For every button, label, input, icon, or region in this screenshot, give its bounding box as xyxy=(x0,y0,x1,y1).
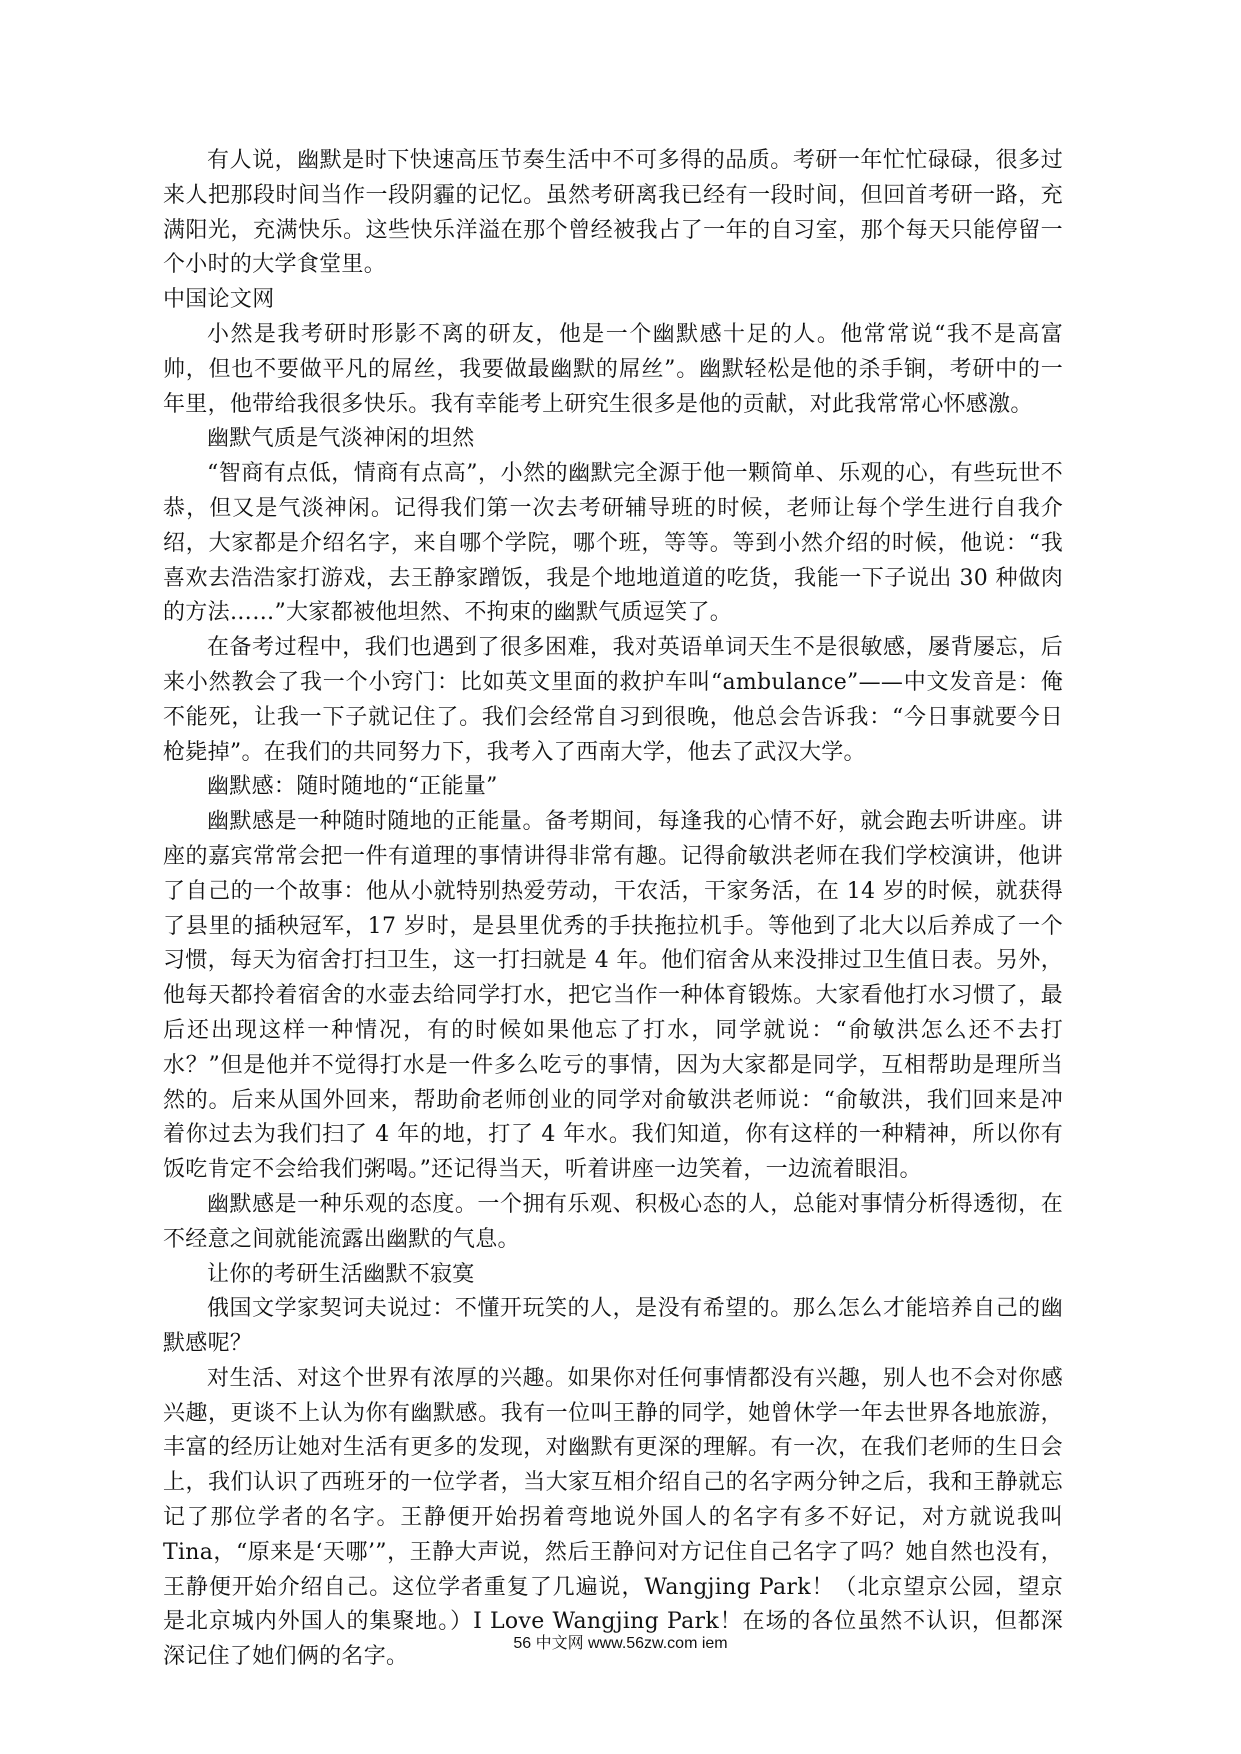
paragraph: 对生活、对这个世界有浓厚的兴趣。如果你对任何事情都没有兴趣，别人也不会对你感兴趣，更谈不上认为你有幽默感。我有一位叫王静的同学，她曾休学一年去世界各地旅游，丰富的经历让她对生活有更多的发现，对幽默有更深的理解。有一次，在我们老师的生日会上，我们认识了西班牙的一位学者，当大家互相介绍自己的名字两分钟之后，我和王静就忘记了那位学者的名字。王静便开始拐着弯地说外国人的名字有多不好记，对方就说我叫 Tina，“原来是‘天哪’”，王静大声说，然后王静问对方记住自己名字了吗？她自然也没有，王静便开始介绍自己。这位学者重复了几遍说，Wangjing Park！（北京望京公园，望京是北京城内外国人的集聚地。）I Love Wangjing Park！在场的各位虽然不认识，但都深深记住了她们俩的名字。 xyxy=(163,1365,1063,1670)
page-footer: 56 中文网 www.56zw.com iem xyxy=(513,1635,728,1652)
paragraph: 在备考过程中，我们也遇到了很多困难，我对英语单词天生不是很敏感，屡背屡忘，后来小然教会了我一个小窍门：比如英文里面的救护车叫“ambulance”——中文发音是：俺不能死，让我一下子就记住了。我们会经常自习到很晚，他总会告诉我：“今日事就要今日枪毙掉”。在我们的共同努力下，我考入了西南大学，他去了武汉大学。 xyxy=(163,635,1063,765)
paragraph: 幽默感是一种乐观的态度。一个拥有乐观、积极心态的人，总能对事情分析得透彻，在不经意之间就能流露出幽默的气息。 xyxy=(163,1191,1063,1252)
section-heading: 让你的考研生活幽默不寂寞 xyxy=(207,1261,475,1287)
section-heading: 幽默气质是气淡神闲的坦然 xyxy=(207,426,475,452)
source-label: 中国论文网 xyxy=(163,287,275,313)
paragraph: 有人说，幽默是时下快速高压节奏生活中不可多得的品质。考研一年忙忙碌碌，很多过来人把那段时间当作一段阴霾的记忆。虽然考研离我已经有一段时间，但回首考研一路，充满阳光，充满快乐。这些快乐洋溢在那个曾经被我占了一年的自习室，那个每天只能停留一个小时的大学食堂里。 xyxy=(163,148,1063,278)
paragraph: 幽默感是一种随时随地的正能量。备考期间，每逢我的心情不好，就会跑去听讲座。讲座的嘉宾常常会把一件有道理的事情讲得非常有趣。记得俞敏洪老师在我们学校演讲，他讲了自己的一个故事：他从小就特别热爱劳动，干农活，干家务活，在 14 岁的时候，就获得了县里的插秧冠军，17 岁时，是县里优秀的手扶拖拉机手。等他到了北大以后养成了一个习惯，每天为宿舍打扫卫生，这一打扫就是 4 年。他们宿舍从来没排过卫生值日表。另外，他每天都拎着宿舍的水壶去给同学打水，把它当作一种体育锻炼。大家看他打水习惯了，最后还出现这样一种情况，有的时候如果他忘了打水，同学就说：“俞敏洪怎么还不去打水？”但是他并不觉得打水是一件多么吃亏的事情，因为大家都是同学，互相帮助是理所当然的。后来从国外回来，帮助俞老师创业的同学对俞敏洪老师说：“俞敏洪，我们回来是冲着你过去为我们扫了 4 年的地，打了 4 年水。我们知道，你有这样的一种精神，所以你有饭吃肯定不会给我们粥喝。”还记得当天，听着讲座一边笑着，一边流着眼泪。 xyxy=(163,809,1063,1183)
paragraph: 俄国文学家契诃夫说过：不懂开玩笑的人，是没有希望的。那么怎么才能培养自己的幽默感呢？ xyxy=(163,1296,1063,1357)
paragraph: 小然是我考研时形影不离的研友，他是一个幽默感十足的人。他常常说“我不是高富帅，但也不要做平凡的屌丝，我要做最幽默的屌丝”。幽默轻松是他的杀手锏，考研中的一年里，他带给我很多快乐。我有幸能考上研究生很多是他的贡献，对此我常常心怀感激。 xyxy=(163,321,1063,417)
paragraph: “智商有点低，情商有点高”，小然的幽默完全源于他一颗简单、乐观的心，有些玩世不恭，但又是气淡神闲。记得我们第一次去考研辅导班的时候，老师让每个学生进行自我介绍，大家都是介绍名字，来自哪个学院，哪个班，等等。等到小然介绍的时候，他说：“我喜欢去浩浩家打游戏，去王静家蹭饭，我是个地地道道的吃货，我能一下子说出 30 种做肉的方法……”大家都被他坦然、不拘束的幽默气质逗笑了。 xyxy=(163,461,1063,626)
document-body xyxy=(163,144,1063,1675)
section-heading: 幽默感：随时随地的“正能量” xyxy=(207,774,498,800)
